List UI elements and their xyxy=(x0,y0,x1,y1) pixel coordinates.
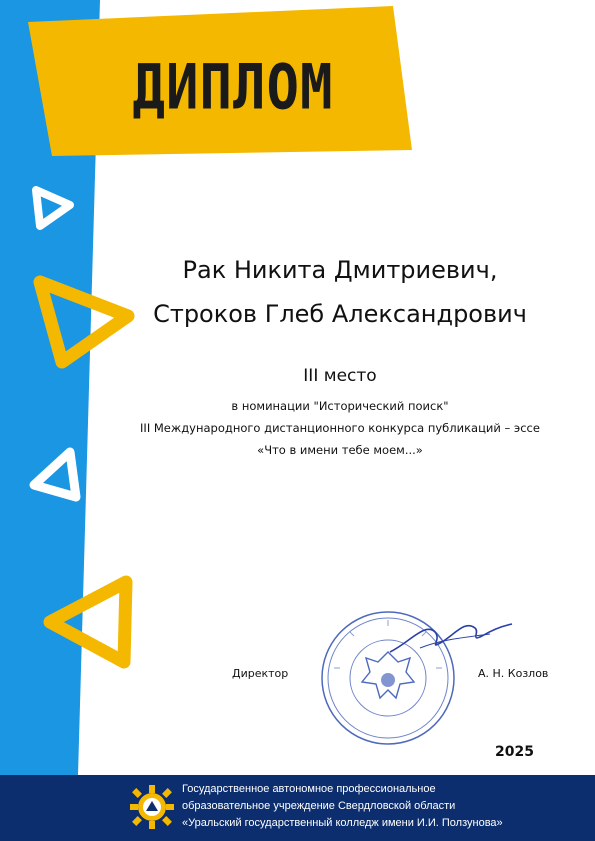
diploma-year: 2025 xyxy=(495,744,534,760)
award-contest: III Международного дистанционного конкурса публикаций – эссе xyxy=(140,421,540,435)
institution-footer xyxy=(0,775,595,841)
decorative-triangles xyxy=(0,0,140,700)
director-signature xyxy=(380,612,520,662)
award-nomination: в номинации "Исторический поиск" xyxy=(231,399,449,413)
recipient-names xyxy=(110,248,570,336)
recipient-line-1: Рак Никита Дмитриевич, xyxy=(182,256,498,284)
award-place: III место xyxy=(303,366,377,386)
triangle-white-small xyxy=(36,190,70,226)
director-name: А. Н. Козлов xyxy=(478,667,549,680)
college-logo-icon xyxy=(128,783,176,831)
award-theme: «Что в имени тебе моем...» xyxy=(257,443,423,457)
triangle-yellow-bottom xyxy=(50,582,126,662)
diploma-title: ДИПЛОМ xyxy=(132,51,334,124)
institution-line-3: «Уральский государственный колледж имени И.И. Ползунова» xyxy=(182,817,503,829)
institution-name xyxy=(182,781,592,832)
director-role: Директор xyxy=(232,667,289,680)
institution-line-2: образовательное учреждение Свердловской области xyxy=(182,800,456,812)
award-details xyxy=(110,395,570,461)
recipient-line-2: Строков Глеб Александрович xyxy=(153,300,527,328)
institution-line-1: Государственное автономное профессиональное xyxy=(182,783,436,795)
triangle-white-medium xyxy=(34,452,76,497)
